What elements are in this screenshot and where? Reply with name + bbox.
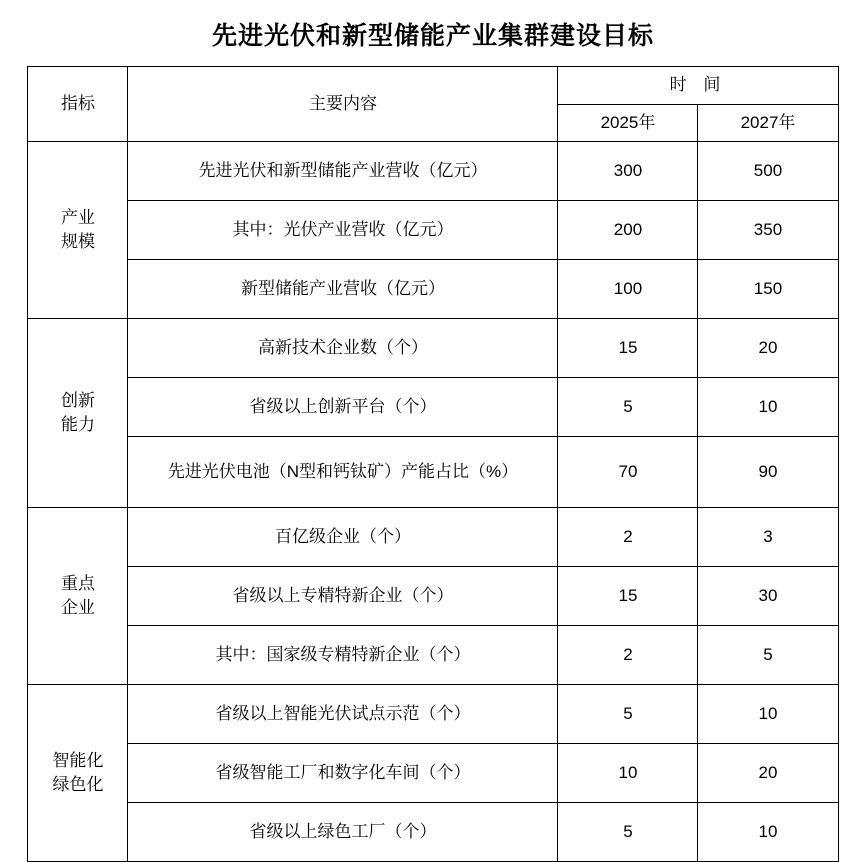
table-header <box>28 67 838 142</box>
row-value-2025: 15 <box>558 319 698 378</box>
row-content: 省级以上绿色工厂（个） <box>128 803 558 862</box>
row-content: 高新技术企业数（个） <box>128 319 558 378</box>
row-value-2027: 3 <box>698 508 838 567</box>
row-value-2025: 2 <box>558 626 698 685</box>
table-row <box>28 319 838 378</box>
row-value-2027: 5 <box>698 626 838 685</box>
row-value-2027: 90 <box>698 437 838 508</box>
table-row <box>28 142 838 201</box>
row-content: 其中：光伏产业营收（亿元） <box>128 201 558 260</box>
row-value-2025: 300 <box>558 142 698 201</box>
group-label-line: 绿色化 <box>52 775 104 795</box>
row-content: 省级智能工厂和数字化车间（个） <box>128 744 558 803</box>
row-value-2025: 70 <box>558 437 698 508</box>
row-value-2025: 100 <box>558 260 698 319</box>
header-time: 时 间 <box>558 67 838 105</box>
table-row <box>28 260 838 319</box>
table-row <box>28 803 838 862</box>
row-value-2027: 10 <box>698 685 838 744</box>
row-value-2025: 5 <box>558 685 698 744</box>
row-value-2027: 500 <box>698 142 838 201</box>
row-value-2025: 5 <box>558 378 698 437</box>
group-label-line: 重点 <box>60 573 95 593</box>
header-indicator: 指标 <box>28 67 128 142</box>
group-label-line: 企业 <box>60 598 95 618</box>
row-value-2025: 15 <box>558 567 698 626</box>
row-content: 百亿级企业（个） <box>128 508 558 567</box>
table-row <box>28 508 838 567</box>
table-row <box>28 201 838 260</box>
row-value-2025: 2 <box>558 508 698 567</box>
group-label-line: 能力 <box>60 415 95 435</box>
table-header-row-1 <box>28 67 838 105</box>
row-value-2027: 10 <box>698 378 838 437</box>
group-label-innovation <box>28 319 128 508</box>
row-value-2025: 200 <box>558 201 698 260</box>
row-content: 先进光伏电池（N型和钙钛矿）产能占比（%） <box>128 437 558 508</box>
group-label-line: 产业 <box>60 207 95 227</box>
group-label-line: 创新 <box>60 390 95 410</box>
table-row <box>28 744 838 803</box>
group-label-key-enterprises <box>28 508 128 685</box>
table-row <box>28 437 838 508</box>
row-value-2027: 20 <box>698 319 838 378</box>
row-value-2027: 150 <box>698 260 838 319</box>
header-year-2027: 2027年 <box>698 104 838 142</box>
row-value-2025: 10 <box>558 744 698 803</box>
page-title: 先进光伏和新型储能产业集群建设目标 <box>211 22 654 50</box>
row-content: 省级以上创新平台（个） <box>128 378 558 437</box>
group-label-intelligent-green <box>28 685 128 862</box>
row-content: 先进光伏和新型储能产业营收（亿元） <box>128 142 558 201</box>
row-value-2027: 350 <box>698 201 838 260</box>
row-content: 其中：国家级专精特新企业（个） <box>128 626 558 685</box>
table-row <box>28 685 838 744</box>
header-content: 主要内容 <box>128 67 558 142</box>
row-content: 省级以上专精特新企业（个） <box>128 567 558 626</box>
row-content: 省级以上智能光伏试点示范（个） <box>128 685 558 744</box>
group-label-industry-scale <box>28 142 128 319</box>
table-row <box>28 378 838 437</box>
table-body <box>28 142 838 862</box>
header-year-2025: 2025年 <box>558 104 698 142</box>
group-label-line: 智能化 <box>52 750 104 770</box>
row-value-2027: 20 <box>698 744 838 803</box>
row-value-2027: 30 <box>698 567 838 626</box>
table-row <box>28 567 838 626</box>
table-row <box>28 626 838 685</box>
row-value-2027: 10 <box>698 803 838 862</box>
group-label-line: 规模 <box>60 232 95 252</box>
row-value-2025: 5 <box>558 803 698 862</box>
row-content: 新型储能产业营收（亿元） <box>128 260 558 319</box>
goals-table <box>27 66 838 862</box>
